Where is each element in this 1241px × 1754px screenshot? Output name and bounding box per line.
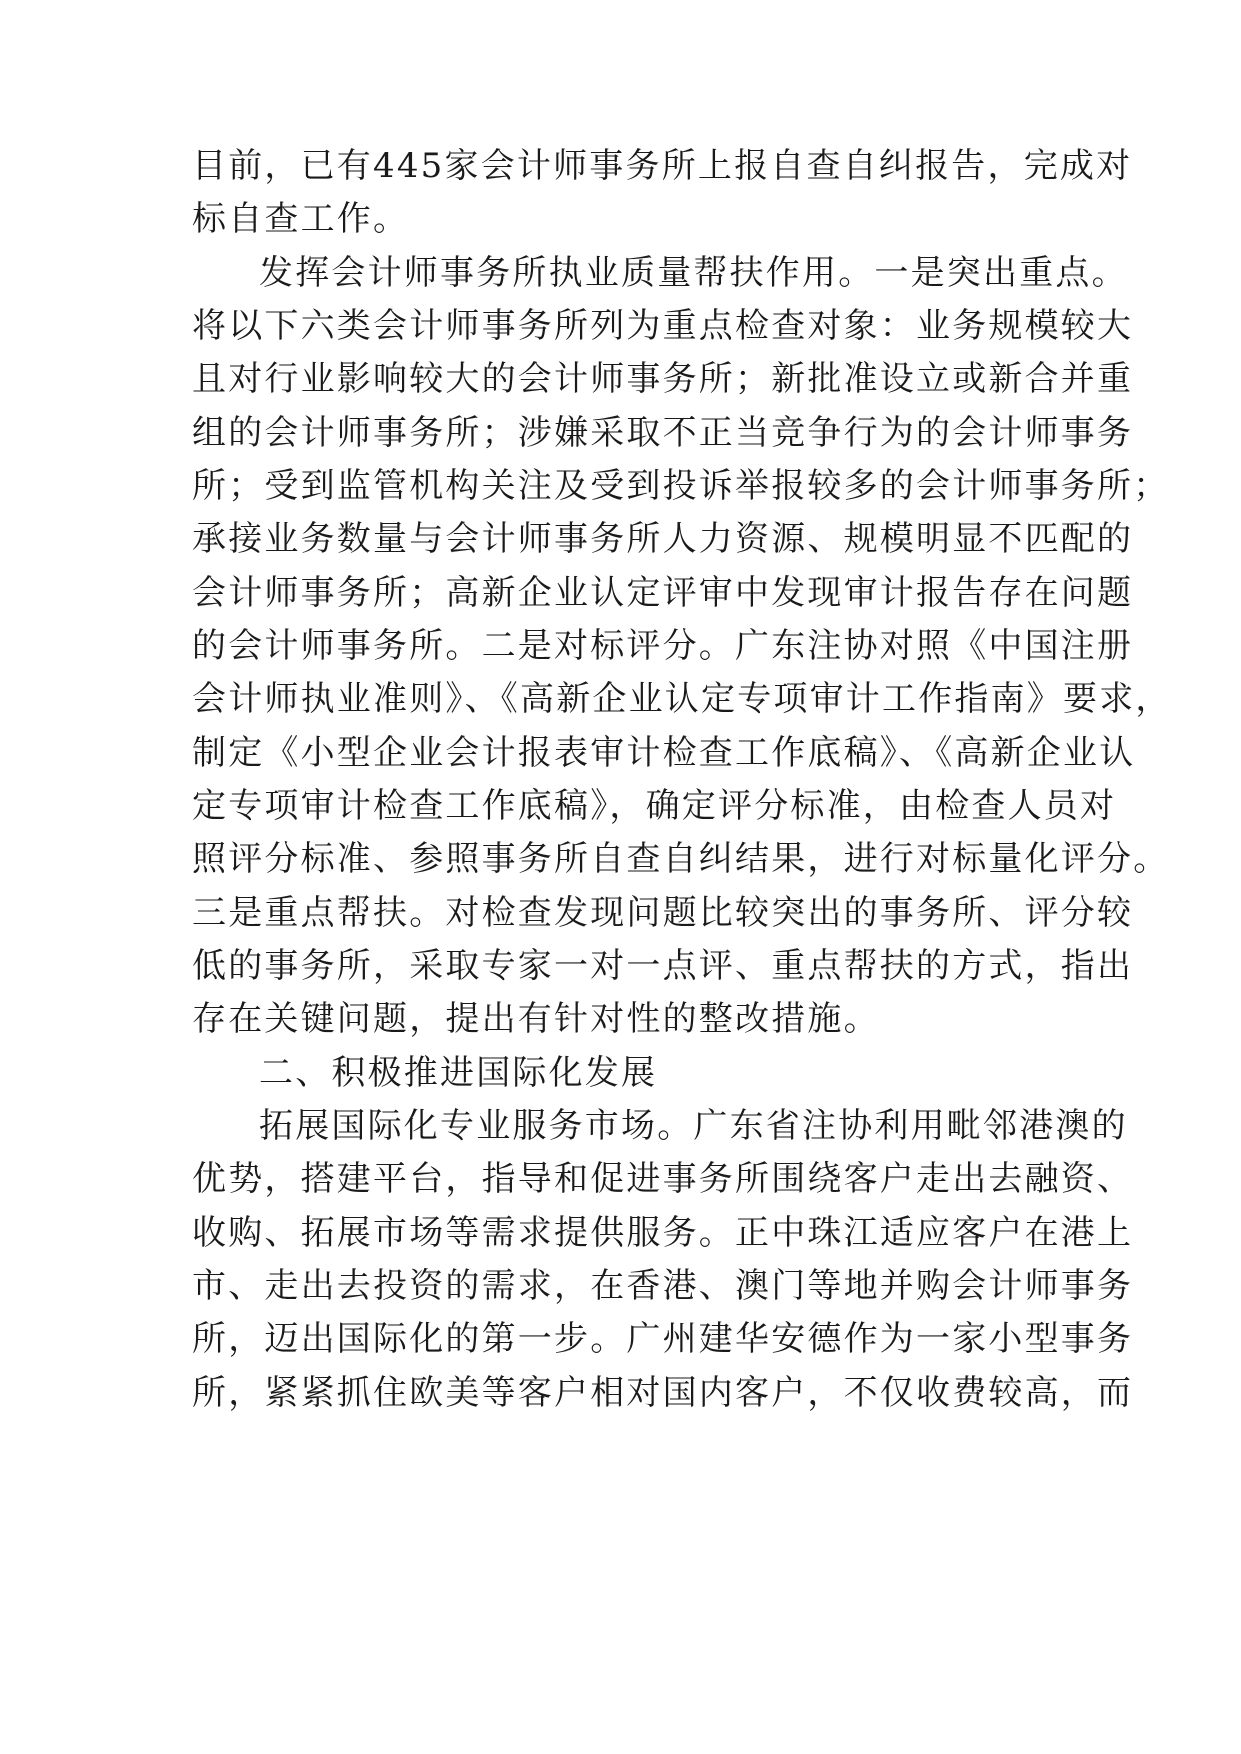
text-line: 组的会计师事务所；涉嫌采取不正当竞争行为的会计师事务 [192, 413, 1134, 453]
text-line: 会计师事务所；高新企业认定评审中发现审计报告存在问题 [192, 573, 1134, 613]
text-line: 且对行业影响较大的会计师事务所；新批准设立或新合并重 [192, 359, 1134, 399]
text-line: 存在关键问题，提出有针对性的整改措施。 [192, 999, 880, 1039]
text-line: 低的事务所，采取专家一对一点评、重点帮扶的方式，指出 [192, 946, 1134, 986]
text-line: 承接业务数量与会计师事务所人力资源、规模明显不匹配的 [192, 519, 1134, 559]
text-line: 所；受到监管机构关注及受到投诉举报较多的会计师事务所； [192, 466, 1170, 506]
text-line: 收购、拓展市场等需求提供服务。正中珠江适应客户在港上 [192, 1213, 1134, 1253]
text-line: 的会计师事务所。二是对标评分。广东注协对照《中国注册 [192, 626, 1134, 666]
text-line: 定专项审计检查工作底稿》，确定评分标准，由检查人员对 [192, 786, 1117, 826]
text-line: 会计师执业准则》、《高新企业认定专项审计工作指南》要求， [192, 679, 1172, 719]
text-line: 三是重点帮扶。对检查发现问题比较突出的事务所、评分较 [192, 893, 1134, 933]
text-line: 优势，搭建平台，指导和促进事务所围绕客户走出去融资、 [192, 1159, 1134, 1199]
paragraph-first-line: 发挥会计师事务所执业质量帮扶作用。一是突出重点。 [259, 253, 1128, 293]
text-line: 市、走出去投资的需求，在香港、澳门等地并购会计师事务 [192, 1266, 1134, 1306]
text-line: 目前，已有445家会计师事务所上报自查自纠报告，完成对 [192, 146, 1133, 186]
section-heading: 二、积极推进国际化发展 [259, 1053, 658, 1093]
text-line: 照评分标准、参照事务所自查自纠结果，进行对标量化评分。 [192, 839, 1170, 879]
text-line: 制定《小型企业会计报表审计检查工作底稿》、《高新企业认 [192, 733, 1136, 773]
text-line: 所，紧紧抓住欧美等客户相对国内客户，不仅收费较高，而 [192, 1373, 1134, 1413]
text-line: 标自查工作。 [192, 199, 410, 239]
paragraph-first-line: 拓展国际化专业服务市场。广东省注协利用毗邻港澳的 [259, 1106, 1128, 1146]
text-line: 所，迈出国际化的第一步。广州建华安德作为一家小型事务 [192, 1319, 1134, 1359]
text-line: 将以下六类会计师事务所列为重点检查对象：业务规模较大 [192, 306, 1134, 346]
